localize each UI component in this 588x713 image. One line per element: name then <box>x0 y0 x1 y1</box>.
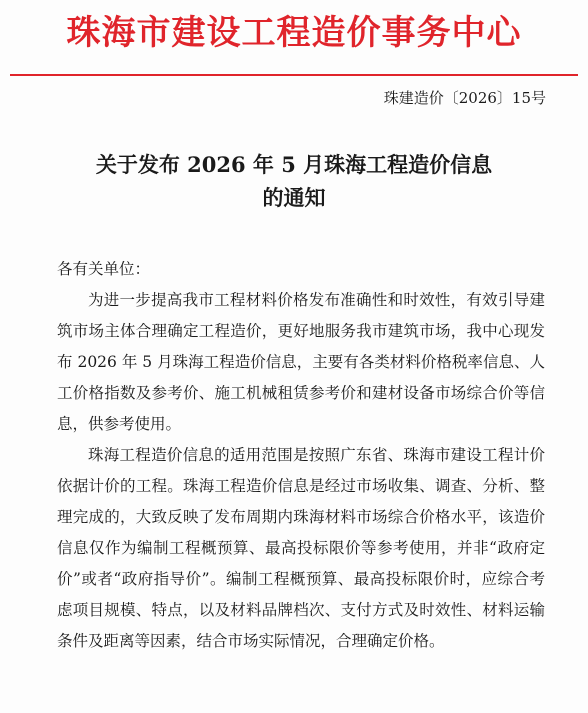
header-divider <box>10 74 578 76</box>
title-line-1: 关于发布 2026 年 5 月珠海工程造价信息 <box>95 152 493 177</box>
body-paragraph-1: 为进一步提高我市工程材料价格发布准确性和时效性，有效引导建筑市场主体合理确定工程造价，更好地服务我市建筑市场，我中心现发布 2026 年 5 月珠海工程造价信息，主要有各类材料价格税率信息、人工价格指数及参考价、施工机械租赁参考价和建材设备市场综合价等信息，供参考使用。 <box>57 291 545 433</box>
document-body <box>57 254 545 657</box>
document-number: 珠建造价〔2026〕15号 <box>383 89 546 107</box>
document-title <box>0 148 588 214</box>
organization-header: 珠海市建设工程造价事务中心 <box>66 13 522 53</box>
salutation: 各有关单位： <box>57 260 151 278</box>
title-line-2: 的通知 <box>262 185 326 210</box>
body-paragraph-2: 珠海工程造价信息的适用范围是按照广东省、珠海市建设工程计价依据计价的工程。珠海工程造价信息是经过市场收集、调查、分析、整理完成的，大致反映了发布周期内珠海材料市场综合价格水平，该造价信息仅作为编制工程概预算、最高投标限价等参考使用，并非“政府定价”或者“政府指导价”。编制工程概预算、最高投标限价时，应综合考虑项目规模、特点，以及材料品牌档次、支付方式及时效性、材料运输条件及距离等因素，结合市场实际情况，合理确定价格。 <box>57 446 545 650</box>
